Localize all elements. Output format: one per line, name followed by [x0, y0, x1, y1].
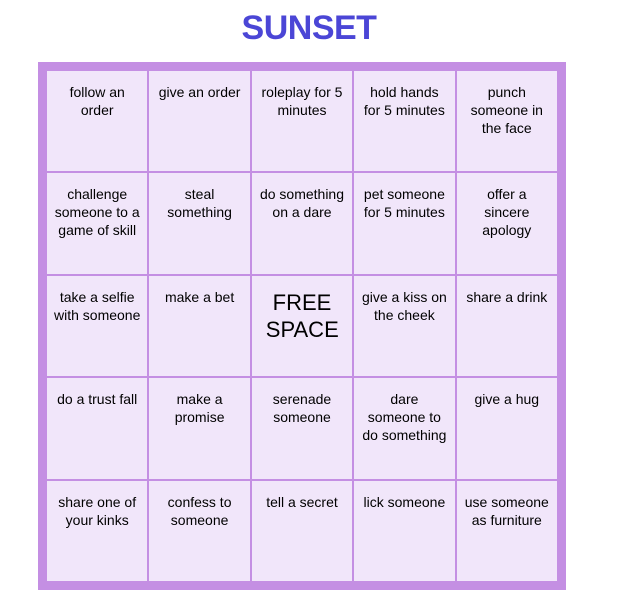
bingo-cell[interactable]: offer a sincere apology	[457, 173, 557, 273]
bingo-cell[interactable]: hold hands for 5 minutes	[354, 71, 454, 171]
bingo-cell[interactable]: confess to someone	[149, 481, 249, 581]
bingo-cell[interactable]: do a trust fall	[47, 378, 147, 478]
bingo-cell[interactable]: roleplay for 5 minutes	[252, 71, 352, 171]
bingo-cell[interactable]: take a selfie with someone	[47, 276, 147, 376]
bingo-cell[interactable]: challenge someone to a game of skill	[47, 173, 147, 273]
bingo-board	[38, 62, 566, 590]
page-title: SUNSET	[241, 9, 377, 47]
bingo-cell[interactable]: make a promise	[149, 378, 249, 478]
bingo-cell[interactable]: make a bet	[149, 276, 249, 376]
bingo-cell[interactable]: give a kiss on the cheek	[354, 276, 454, 376]
bingo-cell[interactable]: share one of your kinks	[47, 481, 147, 581]
bingo-grid	[47, 71, 557, 581]
bingo-cell[interactable]: give a hug	[457, 378, 557, 478]
bingo-cell[interactable]: follow an order	[47, 71, 147, 171]
bingo-cell[interactable]: dare someone to do something	[354, 378, 454, 478]
bingo-cell[interactable]: lick someone	[354, 481, 454, 581]
bingo-cell[interactable]: steal something	[149, 173, 249, 273]
bingo-cell[interactable]: serenade someone	[252, 378, 352, 478]
bingo-cell[interactable]: pet someone for 5 minutes	[354, 173, 454, 273]
bingo-cell[interactable]: do something on a dare	[252, 173, 352, 273]
bingo-cell[interactable]: punch someone in the face	[457, 71, 557, 171]
bingo-cell[interactable]: give an order	[149, 71, 249, 171]
bingo-cell[interactable]: use someone as furniture	[457, 481, 557, 581]
free-space-cell[interactable]: FREE SPACE	[252, 276, 352, 376]
bingo-cell[interactable]: share a drink	[457, 276, 557, 376]
bingo-cell[interactable]: tell a secret	[252, 481, 352, 581]
